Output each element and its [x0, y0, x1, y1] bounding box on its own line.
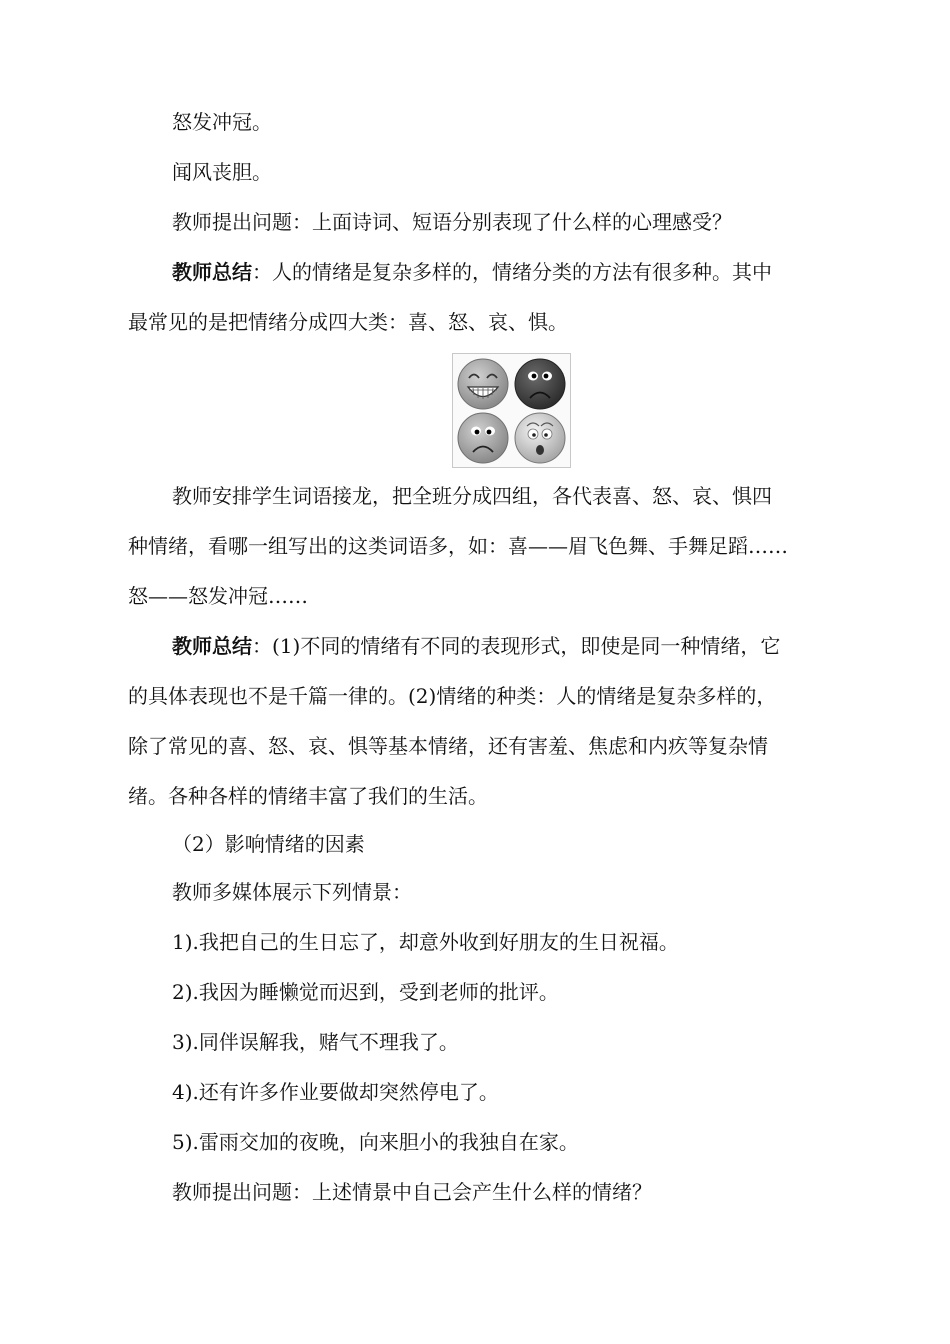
summary-lead: 教师总结 — [172, 634, 252, 658]
fear-face-icon — [515, 413, 565, 463]
text-line-14: 教师多媒体展示下列情景： — [172, 880, 412, 904]
section-heading: （2）影响情绪的因素 — [172, 832, 365, 856]
text-line-6: 教师安排学生词语接龙，把全班分成四组，各代表喜、怒、哀、惧四 — [172, 484, 772, 508]
text-line-9 — [172, 634, 780, 658]
text-line-10: 的具体表现也不是千篇一律的。(2)情绪的种类：人的情绪是复杂多样的， — [128, 684, 777, 708]
sad-face-icon — [458, 413, 508, 463]
summary-lead: 教师总结 — [172, 260, 252, 284]
text-line-8: 怒——怒发冲冠…… — [128, 584, 308, 608]
text-line-4 — [172, 260, 772, 284]
text-line-20: 教师提出问题：上述情景中自己会产生什么样的情绪？ — [172, 1180, 652, 1204]
happy-face-icon — [458, 359, 508, 409]
scenario-item-2: 2).我因为睡懒觉而迟到，受到老师的批评。 — [172, 980, 559, 1004]
text-line-3: 教师提出问题：上面诗词、短语分别表现了什么样的心理感受？ — [172, 210, 732, 234]
summary-text: ：(1)不同的情绪有不同的表现形式，即使是同一种情绪，它 — [252, 634, 781, 658]
scenario-item-1: 1).我把自己的生日忘了，却意外收到好朋友的生日祝福。 — [172, 930, 679, 954]
text-line-5: 最常见的是把情绪分成四大类：喜、怒、哀、惧。 — [128, 310, 568, 334]
text-line-1: 怒发冲冠。 — [172, 110, 272, 134]
scenario-item-5: 5).雷雨交加的夜晚，向来胆小的我独自在家。 — [172, 1130, 579, 1154]
text-line-7: 种情绪，看哪一组写出的这类词语多，如：喜——眉飞色舞、手舞足蹈…… — [128, 534, 788, 558]
scenario-item-4: 4).还有许多作业要做却突然停电了。 — [172, 1080, 499, 1104]
summary-text: ：人的情绪是复杂多样的，情绪分类的方法有很多种。其中 — [252, 260, 772, 284]
emotion-faces-image — [452, 353, 571, 468]
scenario-item-3: 3).同伴误解我，赌气不理我了。 — [172, 1030, 459, 1054]
text-line-11: 除了常见的喜、怒、哀、惧等基本情绪，还有害羞、焦虑和内疚等复杂情 — [128, 734, 768, 758]
text-line-2: 闻风丧胆。 — [172, 160, 272, 184]
text-line-12: 绪。各种各样的情绪丰富了我们的生活。 — [128, 784, 488, 808]
angry-face-icon — [515, 359, 565, 409]
